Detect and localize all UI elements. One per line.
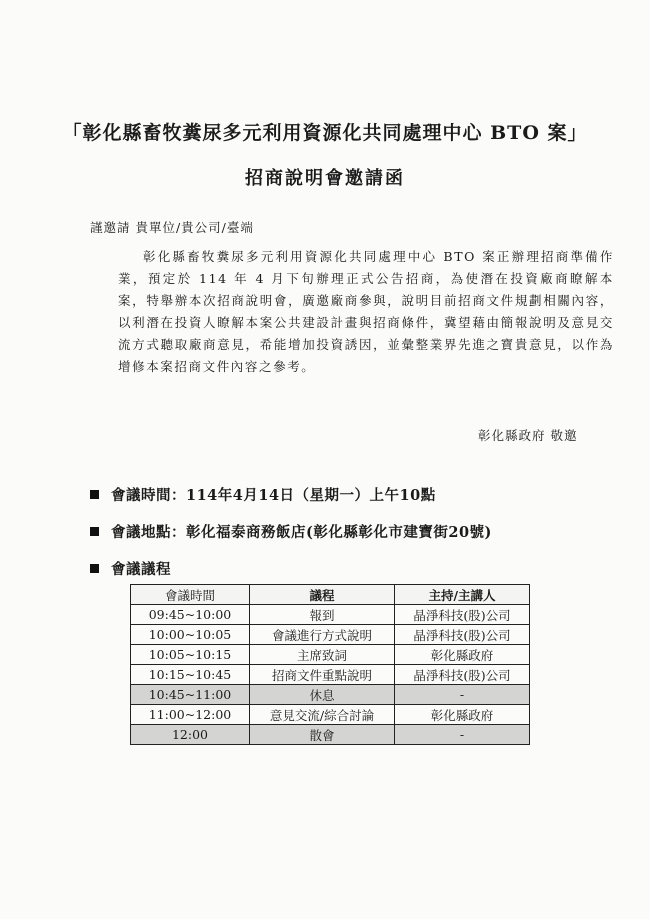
header-host: 主持/主講人 [395,585,530,605]
row-time: 10:00~10:05 [131,625,250,645]
row-host: 彰化縣政府 [395,645,530,665]
header-item: 議程 [250,585,395,605]
table-row [131,645,530,665]
signature: 彰化縣政府 敬邀 [478,428,578,443]
invitation-body: 彰化縣畜牧糞尿多元利用資源化共同處理中心 BTO 案正辦理招商準備作業，預定於 114 年 4 月下旬辦理正式公告招商，為使潛在投資廠商瞭解本案，特舉辦本次招商說明會，廣邀廠商參與，說明目前招商文件規劃相關內容，以利潛在投資人瞭解本案公共建設計畫與招商條件，冀望藉由簡報說明及意見交流方式聽取廠商意見，希能增加投資誘因，並彙整業界先進之寶貴意見，以作為增修本案招商文件內容之參考。 [118,249,614,374]
table-row [131,665,530,685]
row-time: 12:00 [131,725,250,745]
square-bullet-icon [90,564,99,573]
agenda-header-row [131,585,530,605]
row-host: 晶淨科技(股)公司 [395,625,530,645]
row-item: 主席致詞 [250,645,395,665]
row-host: 晶淨科技(股)公司 [395,665,530,685]
meeting-agenda-label: 會議議程 [111,561,171,578]
row-item: 報到 [250,605,395,625]
meeting-time-text: 會議時間：114年4月14日（星期一）上午10點 [111,487,436,504]
table-row [131,685,530,705]
table-row [131,725,530,745]
meeting-agenda-heading [90,558,171,579]
meeting-location-text: 會議地點：彰化福泰商務飯店(彰化縣彰化市建寶街20號) [111,524,492,541]
row-item: 意見交流/綜合討論 [250,705,395,725]
agenda-table [130,584,530,745]
row-time: 10:45~11:00 [131,685,250,705]
row-time: 10:05~10:15 [131,645,250,665]
row-time: 10:15~10:45 [131,665,250,685]
row-host: - [395,685,530,705]
table-row [131,705,530,725]
square-bullet-icon [90,490,99,499]
document-title: 「彰化縣畜牧糞尿多元利用資源化共同處理中心 BTO 案」 [62,122,588,144]
salutation: 謹邀請 貴單位/貴公司/臺端 [90,220,254,235]
table-row [131,625,530,645]
row-time: 09:45~10:00 [131,605,250,625]
meeting-time [90,484,436,505]
row-item: 休息 [250,685,395,705]
square-bullet-icon [90,527,99,536]
document-subtitle: 招商說明會邀請函 [245,168,405,189]
row-item: 招商文件重點說明 [250,665,395,685]
table-row [131,605,530,625]
row-host: - [395,725,530,745]
row-host: 彰化縣政府 [395,705,530,725]
row-time: 11:00~12:00 [131,705,250,725]
row-host: 晶淨科技(股)公司 [395,605,530,625]
row-item: 散會 [250,725,395,745]
meeting-location [90,521,492,542]
row-item: 會議進行方式說明 [250,625,395,645]
header-time: 會議時間 [131,585,250,605]
